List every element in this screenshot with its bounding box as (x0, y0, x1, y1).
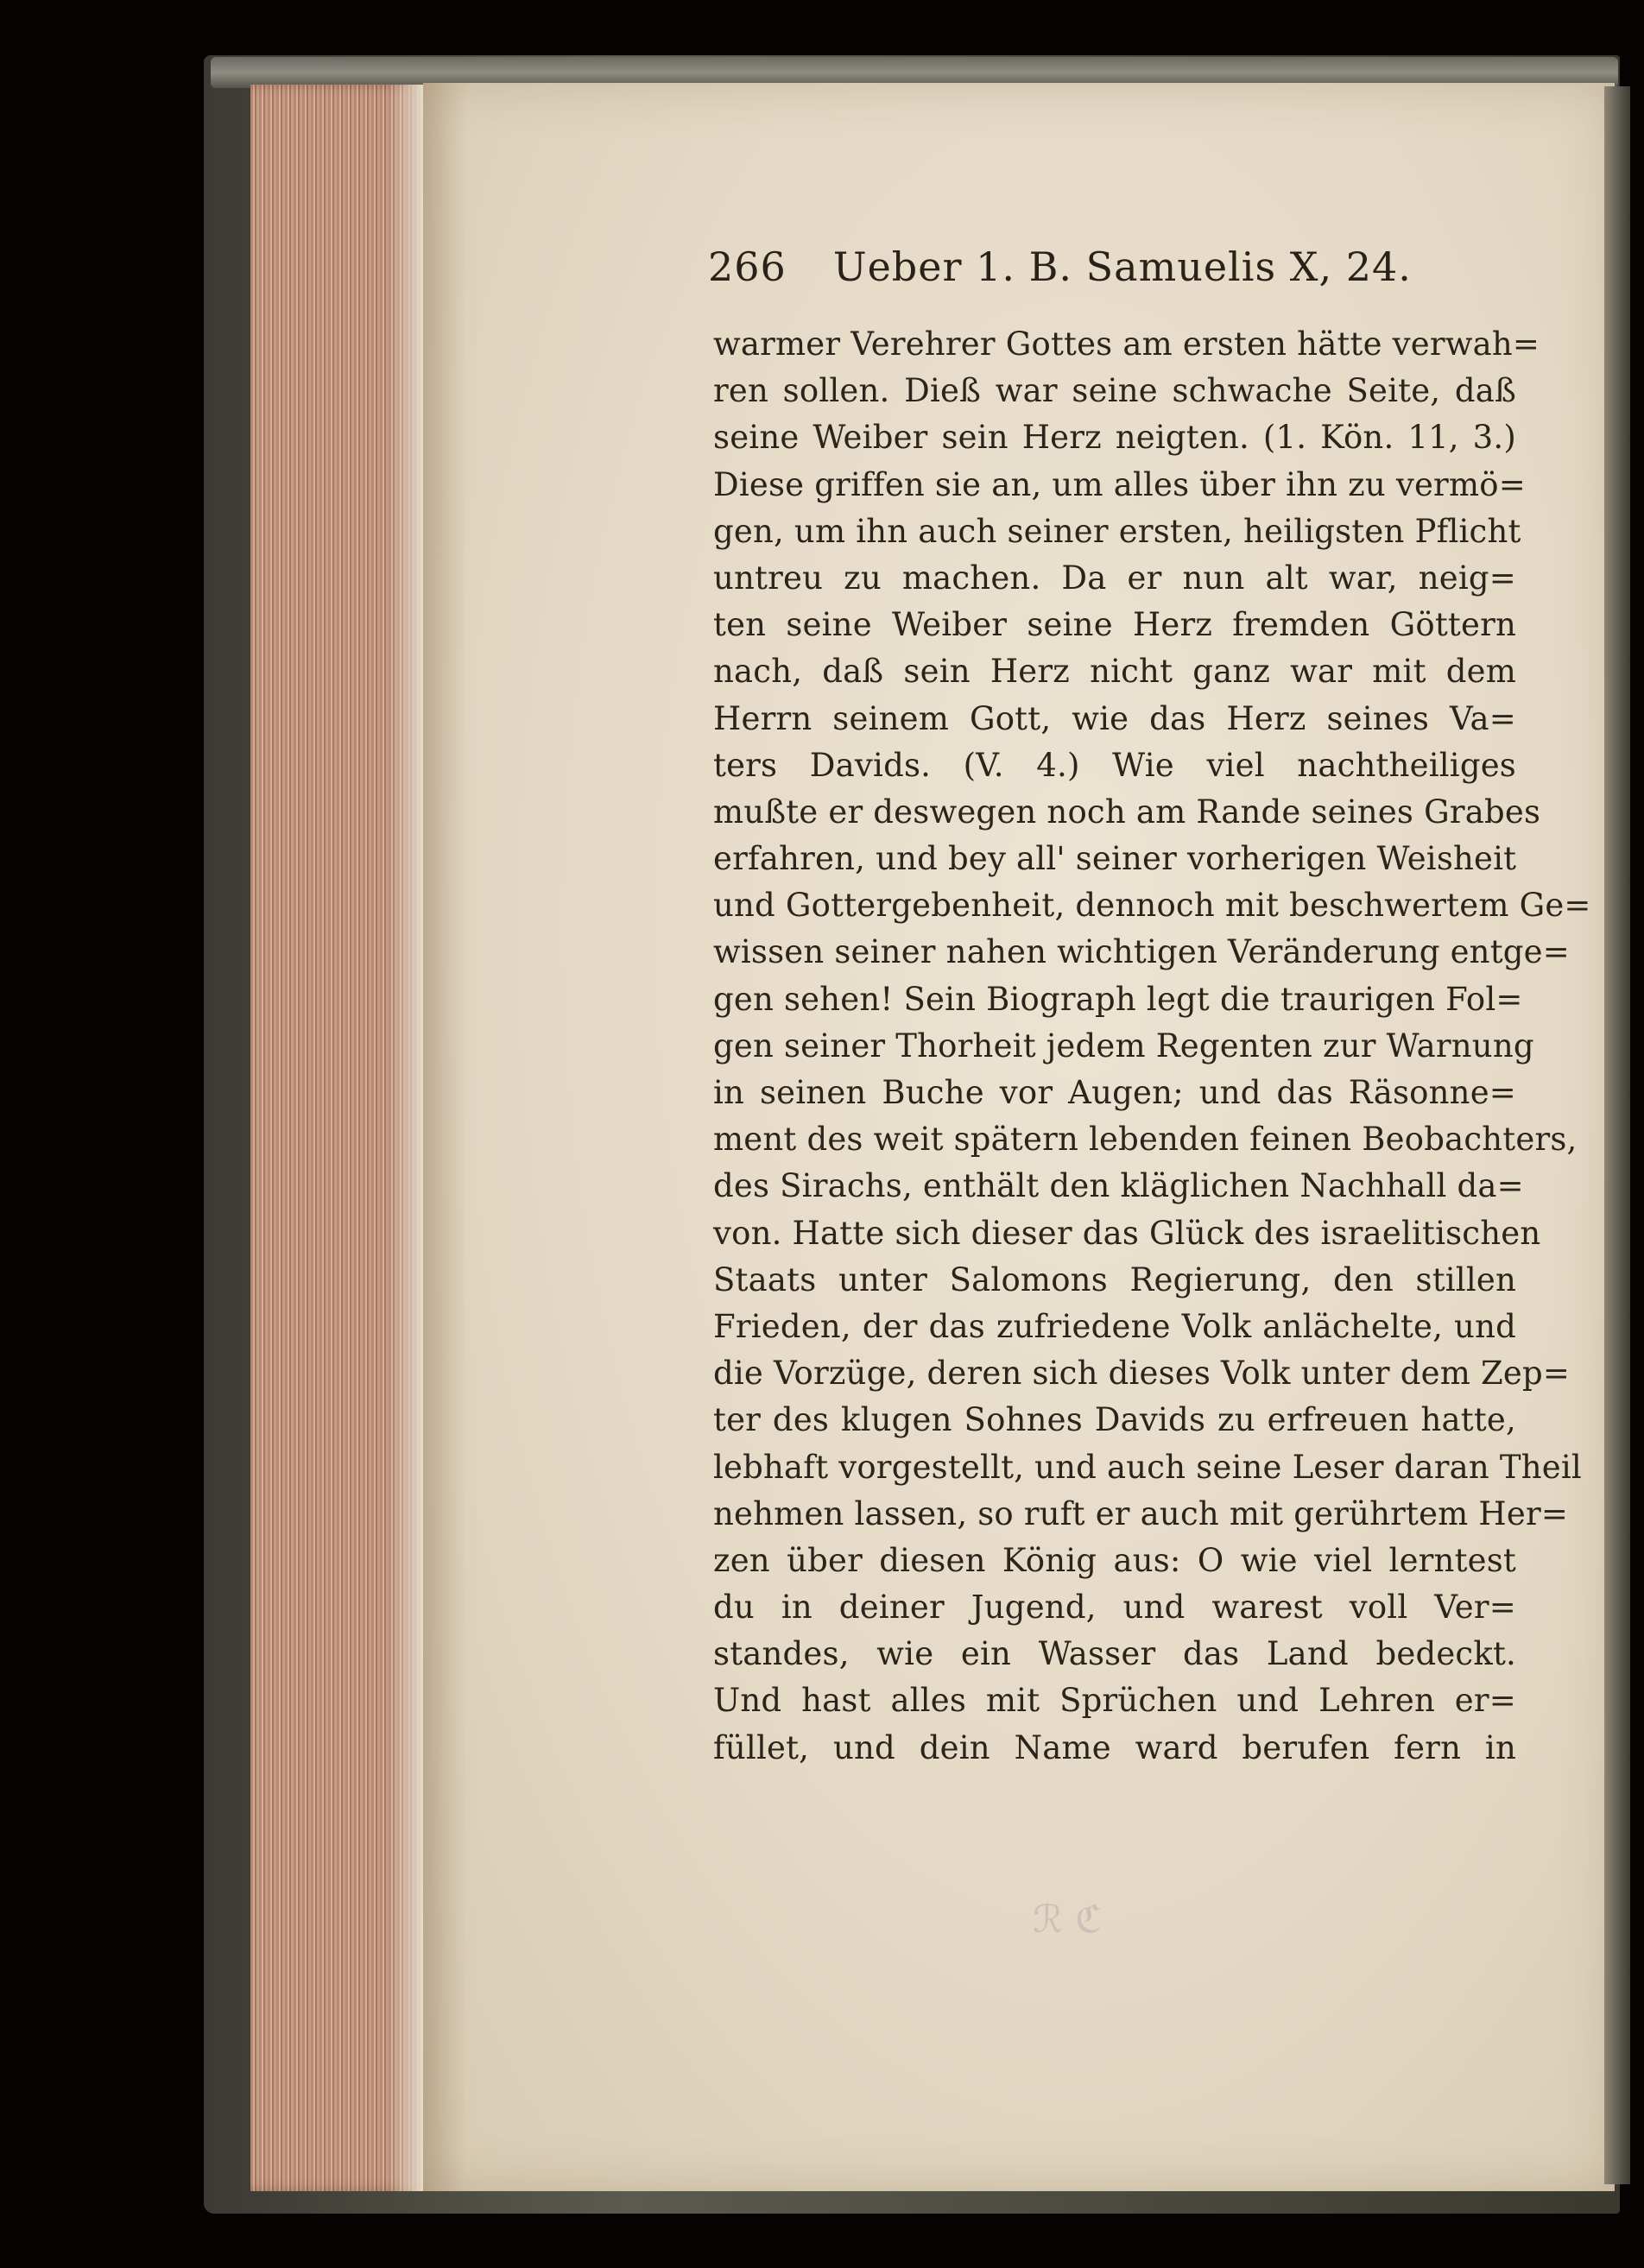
text-line: Und hast alles mit Sprüchen und Lehren er= (713, 1682, 1516, 1720)
text-line: ment des weit spätern lebenden feinen Beobachters, (713, 1121, 1578, 1159)
text-line: von. Hatte sich dieser das Glück des israelitischen (713, 1214, 1541, 1252)
library-stamp: ℛ ℭ (1033, 1898, 1103, 1942)
text-line: Staats unter Salomons Regierung, den stillen (713, 1260, 1516, 1298)
text-line: erfahren, und bey all' seiner vorherigen Weisheit (713, 840, 1517, 878)
text-line: ters Davids. (V. 4.) Wie viel nachtheiliges (713, 746, 1516, 784)
text-line: nehmen lassen, so ruft er auch mit gerührtem Her= (713, 1494, 1569, 1532)
text-line: des Sirachs, enthält den kläglichen Nachhall da= (713, 1167, 1524, 1205)
text-line: du in deiner Jugend, und warest voll Ver= (713, 1589, 1516, 1627)
text-line: standes, wie ein Wasser das Land bedeckt. (713, 1635, 1516, 1673)
text-line: lebhaft vorgestellt, und auch seine Leser daran Theil (713, 1448, 1582, 1486)
text-line: in seinen Buche vor Augen; und das Räsonne= (713, 1074, 1516, 1111)
text-line: Herrn seinem Gott, wie das Herz seines Va= (713, 699, 1516, 737)
text-line: ten seine Weiber seine Herz fremden Göttern (713, 606, 1516, 644)
facing-page-edge (1604, 86, 1630, 2184)
text-line: und Gottergebenheit, dennoch mit beschwertem Ge= (713, 887, 1591, 925)
running-title: Ueber 1. B. Samuelis X, 24. (832, 243, 1412, 290)
text-line: zen über diesen König aus: O wie viel lerntest (713, 1541, 1516, 1579)
text-line: füllet, und dein Name ward berufen fern in (713, 1728, 1516, 1766)
text-line: gen, um ihn auch seiner ersten, heiligsten Pflicht (713, 512, 1521, 550)
page-edges (250, 85, 423, 2191)
text-line: mußte er deswegen noch am Rande seines Grabes (713, 793, 1541, 831)
text-line: warmer Verehrer Gottes am ersten hätte verwah= (713, 325, 1540, 363)
text-line: untreu zu machen. Da er nun alt war, neig= (713, 559, 1516, 597)
text-line: gen seiner Thorheit jedem Regenten zur Warnung (713, 1027, 1534, 1065)
text-line: Diese griffen sie an, um alles über ihn zu vermö= (713, 465, 1526, 503)
text-line: Frieden, der das zufriedene Volk anlächelte, und (713, 1307, 1516, 1345)
running-header (708, 243, 1485, 299)
text-line: wissen seiner nahen wichtigen Veränderung entge= (713, 933, 1570, 971)
text-line: seine Weiber sein Herz neigten. (1. Kön. 11, 3.) (713, 419, 1516, 457)
text-line: gen sehen! Sein Biograph legt die traurigen Fol= (713, 980, 1523, 1018)
text-line: die Vorzüge, deren sich dieses Volk unter dem Zep= (713, 1355, 1571, 1393)
text-line: ter des klugen Sohnes Davids zu erfreuen hatte, (713, 1401, 1516, 1439)
body-text (713, 321, 1591, 1772)
text-line: ren sollen. Dieß war seine schwache Seite, daß (713, 372, 1516, 410)
page-number: 266 (708, 243, 787, 290)
text-line: nach, daß sein Herz nicht ganz war mit dem (713, 653, 1516, 691)
